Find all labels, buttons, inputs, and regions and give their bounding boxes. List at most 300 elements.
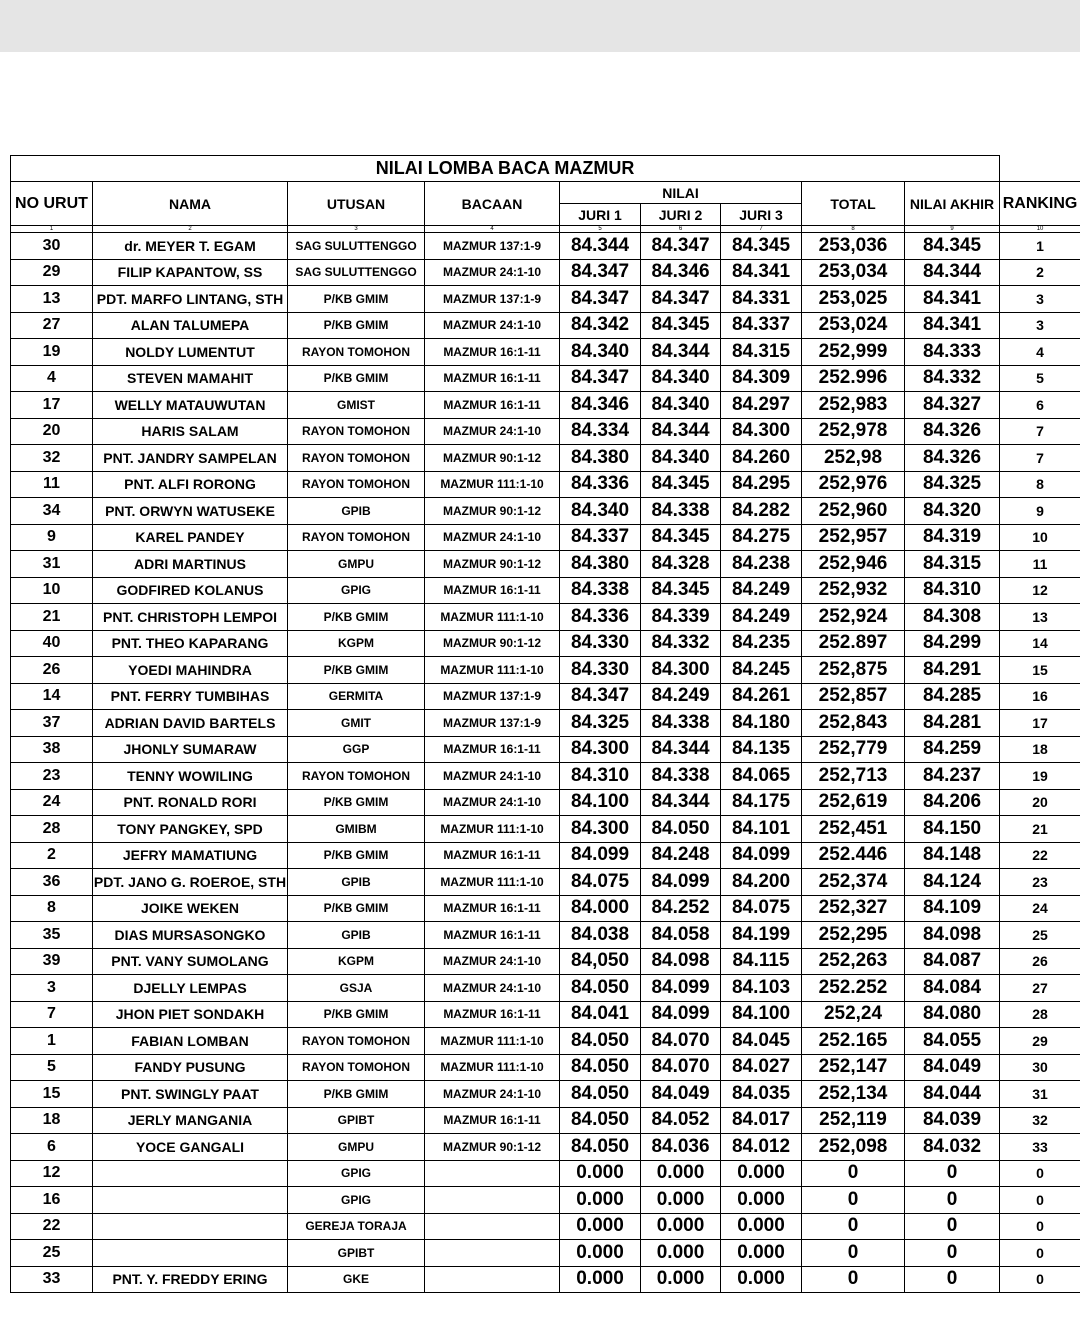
cell-juri-2: 84.328: [641, 551, 721, 578]
cell-nilai-akhir: 84.310: [905, 577, 1000, 604]
cell-juri-1: 84.300: [560, 816, 641, 843]
cell-bacaan: MAZMUR 137:1-9: [425, 286, 560, 313]
header-juri-2: JURI 2: [641, 204, 721, 226]
cell-no-urut: 32: [11, 445, 93, 472]
column-number: 7: [721, 226, 802, 233]
cell-no-urut: 16: [11, 1187, 93, 1214]
cell-nama: JHON PIET SONDAKH: [93, 1001, 288, 1028]
cell-nama: PNT. CHRISTOPH LEMPOI: [93, 604, 288, 631]
cell-no-urut: 13: [11, 286, 93, 313]
cell-bacaan: MAZMUR 111:1-10: [425, 1028, 560, 1055]
cell-juri-1: 84.050: [560, 1081, 641, 1108]
cell-utusan: RAYON TOMOHON: [288, 339, 425, 366]
table-row: [11, 869, 1080, 896]
cell-juri-1: 84,050: [560, 948, 641, 975]
cell-no-urut: 23: [11, 763, 93, 790]
cell-nama: PNT. ALFI RORONG: [93, 471, 288, 498]
cell-no-urut: 35: [11, 922, 93, 949]
cell-nilai-akhir: 84.326: [905, 418, 1000, 445]
cell-no-urut: 29: [11, 259, 93, 286]
cell-juri-1: 84.330: [560, 657, 641, 684]
header-no-urut: NO URUT: [11, 182, 93, 226]
header-nama: NAMA: [93, 182, 288, 226]
cell-total: 252,960: [802, 498, 905, 525]
cell-bacaan: MAZMUR 24:1-10: [425, 763, 560, 790]
cell-total: 252,24: [802, 1001, 905, 1028]
cell-ranking: 27: [1000, 975, 1080, 1002]
cell-juri-2: 84.340: [641, 445, 721, 472]
cell-total: 252,857: [802, 683, 905, 710]
cell-nilai-akhir: 84.124: [905, 869, 1000, 896]
cell-juri-1: 0.000: [560, 1213, 641, 1240]
cell-total: 252,134: [802, 1081, 905, 1108]
cell-juri-3: 84.180: [721, 710, 802, 737]
cell-juri-1: 84.347: [560, 683, 641, 710]
cell-total: 252,263: [802, 948, 905, 975]
column-number: 5: [560, 226, 641, 233]
cell-no-urut: 24: [11, 789, 93, 816]
cell-ranking: 3: [1000, 286, 1080, 313]
header-juri-1: JURI 1: [560, 204, 641, 226]
table-row: [11, 1213, 1080, 1240]
cell-nama: YOEDI MAHINDRA: [93, 657, 288, 684]
cell-bacaan: MAZMUR 24:1-10: [425, 789, 560, 816]
cell-juri-2: 84.098: [641, 948, 721, 975]
cell-juri-1: 84.325: [560, 710, 641, 737]
cell-no-urut: 40: [11, 630, 93, 657]
cell-utusan: KGPM: [288, 630, 425, 657]
cell-nilai-akhir: 84.087: [905, 948, 1000, 975]
cell-nilai-akhir: 84.299: [905, 630, 1000, 657]
cell-ranking: 7: [1000, 445, 1080, 472]
cell-total: 252,924: [802, 604, 905, 631]
cell-nama: ALAN TALUMEPA: [93, 312, 288, 339]
cell-juri-3: 84.199: [721, 922, 802, 949]
cell-juri-3: 84.175: [721, 789, 802, 816]
cell-utusan: GPIB: [288, 498, 425, 525]
cell-juri-2: 0.000: [641, 1213, 721, 1240]
table-row: [11, 1187, 1080, 1214]
cell-total: 253,024: [802, 312, 905, 339]
cell-bacaan: MAZMUR 111:1-10: [425, 869, 560, 896]
table-row: [11, 312, 1080, 339]
cell-no-urut: 10: [11, 577, 93, 604]
cell-bacaan: [425, 1266, 560, 1293]
cell-juri-2: 84.070: [641, 1028, 721, 1055]
cell-utusan: GKE: [288, 1266, 425, 1293]
cell-juri-3: 0.000: [721, 1160, 802, 1187]
cell-nama: JERLY MANGANIA: [93, 1107, 288, 1134]
cell-juri-2: 84.345: [641, 524, 721, 551]
cell-no-urut: 2: [11, 842, 93, 869]
cell-juri-1: 84.050: [560, 975, 641, 1002]
cell-nilai-akhir: 84.315: [905, 551, 1000, 578]
cell-nama: JHONLY SUMARAW: [93, 736, 288, 763]
cell-utusan: GPIG: [288, 1187, 425, 1214]
cell-total: 252,779: [802, 736, 905, 763]
cell-nama: dr. MEYER T. EGAM: [93, 233, 288, 260]
table-row: [11, 1081, 1080, 1108]
cell-juri-1: 84.347: [560, 286, 641, 313]
cell-nama: PNT. THEO KAPARANG: [93, 630, 288, 657]
cell-total: 0: [802, 1266, 905, 1293]
cell-utusan: RAYON TOMOHON: [288, 445, 425, 472]
table-row: [11, 1240, 1080, 1267]
column-number: 6: [641, 226, 721, 233]
cell-no-urut: 25: [11, 1240, 93, 1267]
table-row: [11, 233, 1080, 260]
cell-ranking: 7: [1000, 418, 1080, 445]
cell-juri-1: 84.050: [560, 1107, 641, 1134]
cell-juri-1: 84.380: [560, 551, 641, 578]
cell-ranking: 22: [1000, 842, 1080, 869]
cell-utusan: P/KB GMIM: [288, 604, 425, 631]
cell-juri-2: 84.099: [641, 975, 721, 1002]
cell-nama: PDT. MARFO LINTANG, STH: [93, 286, 288, 313]
cell-total: 252.446: [802, 842, 905, 869]
cell-nilai-akhir: 84.055: [905, 1028, 1000, 1055]
cell-nama: [93, 1213, 288, 1240]
cell-no-urut: 34: [11, 498, 93, 525]
cell-juri-2: 84.340: [641, 392, 721, 419]
cell-ranking: 25: [1000, 922, 1080, 949]
cell-utusan: P/KB GMIM: [288, 286, 425, 313]
cell-ranking: 17: [1000, 710, 1080, 737]
cell-juri-1: 84.038: [560, 922, 641, 949]
cell-utusan: P/KB GMIM: [288, 365, 425, 392]
table-row: [11, 365, 1080, 392]
cell-juri-3: 84.275: [721, 524, 802, 551]
cell-total: 252.996: [802, 365, 905, 392]
cell-ranking: 18: [1000, 736, 1080, 763]
cell-total: 252,957: [802, 524, 905, 551]
cell-nama: PNT. FERRY TUMBIHAS: [93, 683, 288, 710]
cell-ranking: 0: [1000, 1213, 1080, 1240]
table-row: [11, 604, 1080, 631]
cell-ranking: 16: [1000, 683, 1080, 710]
cell-juri-1: 84.000: [560, 895, 641, 922]
table-row: [11, 1028, 1080, 1055]
cell-no-urut: 7: [11, 1001, 93, 1028]
cell-no-urut: 19: [11, 339, 93, 366]
table-row: [11, 445, 1080, 472]
cell-juri-3: 84.260: [721, 445, 802, 472]
cell-nilai-akhir: 84.320: [905, 498, 1000, 525]
cell-nama: DIAS MURSASONGKO: [93, 922, 288, 949]
cell-total: 253,036: [802, 233, 905, 260]
cell-nilai-akhir: 84.341: [905, 286, 1000, 313]
cell-nilai-akhir: 84.319: [905, 524, 1000, 551]
cell-ranking: 21: [1000, 816, 1080, 843]
cell-juri-2: 84.332: [641, 630, 721, 657]
cell-bacaan: [425, 1213, 560, 1240]
cell-juri-3: 84.100: [721, 1001, 802, 1028]
cell-nama: TONY PANGKEY, SPD: [93, 816, 288, 843]
cell-no-urut: 1: [11, 1028, 93, 1055]
table-row: [11, 577, 1080, 604]
cell-no-urut: 14: [11, 683, 93, 710]
cell-nama: FABIAN LOMBAN: [93, 1028, 288, 1055]
cell-nilai-akhir: 84.148: [905, 842, 1000, 869]
cell-nilai-akhir: 84.308: [905, 604, 1000, 631]
cell-bacaan: MAZMUR 111:1-10: [425, 1054, 560, 1081]
cell-bacaan: MAZMUR 90:1-12: [425, 498, 560, 525]
cell-bacaan: [425, 1240, 560, 1267]
cell-total: 252,147: [802, 1054, 905, 1081]
cell-juri-1: 84.342: [560, 312, 641, 339]
cell-bacaan: MAZMUR 24:1-10: [425, 312, 560, 339]
cell-juri-3: 84.297: [721, 392, 802, 419]
cell-juri-2: 0.000: [641, 1187, 721, 1214]
cell-bacaan: MAZMUR 24:1-10: [425, 1081, 560, 1108]
cell-nilai-akhir: 84.291: [905, 657, 1000, 684]
cell-juri-2: 84.049: [641, 1081, 721, 1108]
header-nilai: NILAI: [560, 182, 802, 204]
cell-bacaan: MAZMUR 111:1-10: [425, 471, 560, 498]
cell-nama: PNT. JANDRY SAMPELAN: [93, 445, 288, 472]
cell-bacaan: MAZMUR 90:1-12: [425, 445, 560, 472]
cell-nilai-akhir: 0: [905, 1160, 1000, 1187]
cell-ranking: 3: [1000, 312, 1080, 339]
cell-juri-1: 84.100: [560, 789, 641, 816]
cell-utusan: GMPU: [288, 1134, 425, 1161]
cell-total: 0: [802, 1160, 905, 1187]
table-row: [11, 763, 1080, 790]
cell-no-urut: 17: [11, 392, 93, 419]
cell-bacaan: MAZMUR 16:1-11: [425, 842, 560, 869]
table-row: [11, 736, 1080, 763]
cell-utusan: GMIST: [288, 392, 425, 419]
cell-nilai-akhir: 84.084: [905, 975, 1000, 1002]
cell-ranking: 24: [1000, 895, 1080, 922]
cell-juri-2: 84.340: [641, 365, 721, 392]
table-row: [11, 392, 1080, 419]
cell-ranking: 11: [1000, 551, 1080, 578]
cell-nilai-akhir: 84.345: [905, 233, 1000, 260]
cell-ranking: 28: [1000, 1001, 1080, 1028]
cell-no-urut: 27: [11, 312, 93, 339]
cell-no-urut: 18: [11, 1107, 93, 1134]
table-row: [11, 683, 1080, 710]
cell-ranking: 2: [1000, 259, 1080, 286]
cell-juri-3: 0.000: [721, 1240, 802, 1267]
cell-utusan: GPIBT: [288, 1107, 425, 1134]
cell-juri-2: 84.300: [641, 657, 721, 684]
cell-nilai-akhir: 0: [905, 1240, 1000, 1267]
cell-juri-3: 84.261: [721, 683, 802, 710]
cell-utusan: P/KB GMIM: [288, 895, 425, 922]
cell-nama: DJELLY LEMPAS: [93, 975, 288, 1002]
cell-utusan: GSJA: [288, 975, 425, 1002]
column-number: 3: [288, 226, 425, 233]
header-total: TOTAL: [802, 182, 905, 226]
cell-utusan: GMIBM: [288, 816, 425, 843]
cell-nilai-akhir: 84.325: [905, 471, 1000, 498]
cell-no-urut: 28: [11, 816, 93, 843]
cell-juri-3: 84.045: [721, 1028, 802, 1055]
cell-juri-1: 84.336: [560, 471, 641, 498]
cell-juri-2: 0.000: [641, 1266, 721, 1293]
cell-total: 252,978: [802, 418, 905, 445]
cell-nama: WELLY MATAUWUTAN: [93, 392, 288, 419]
cell-nilai-akhir: 84.344: [905, 259, 1000, 286]
cell-utusan: GEREJA TORAJA: [288, 1213, 425, 1240]
cell-nilai-akhir: 84.044: [905, 1081, 1000, 1108]
cell-total: 252,374: [802, 869, 905, 896]
cell-juri-3: 84.115: [721, 948, 802, 975]
cell-total: 0: [802, 1240, 905, 1267]
cell-bacaan: MAZMUR 111:1-10: [425, 604, 560, 631]
cell-nama: FILIP KAPANTOW, SS: [93, 259, 288, 286]
cell-ranking: 0: [1000, 1160, 1080, 1187]
cell-juri-2: 84.099: [641, 869, 721, 896]
cell-juri-3: 84.135: [721, 736, 802, 763]
cell-utusan: P/KB GMIM: [288, 1001, 425, 1028]
table-row: [11, 498, 1080, 525]
cell-juri-2: 84.338: [641, 763, 721, 790]
cell-juri-2: 84.345: [641, 312, 721, 339]
cell-total: 252,327: [802, 895, 905, 922]
table-row: [11, 1054, 1080, 1081]
cell-bacaan: MAZMUR 16:1-11: [425, 895, 560, 922]
cell-utusan: RAYON TOMOHON: [288, 1054, 425, 1081]
cell-no-urut: 15: [11, 1081, 93, 1108]
cell-juri-3: 84.245: [721, 657, 802, 684]
cell-juri-2: 84.344: [641, 736, 721, 763]
table-row: [11, 842, 1080, 869]
cell-total: 252,946: [802, 551, 905, 578]
cell-juri-1: 84.075: [560, 869, 641, 896]
cell-total: 252,098: [802, 1134, 905, 1161]
cell-bacaan: MAZMUR 16:1-11: [425, 1001, 560, 1028]
cell-utusan: GMPU: [288, 551, 425, 578]
cell-juri-2: 84.339: [641, 604, 721, 631]
cell-nilai-akhir: 84.327: [905, 392, 1000, 419]
cell-utusan: P/KB GMIM: [288, 657, 425, 684]
cell-juri-1: 84.050: [560, 1054, 641, 1081]
column-number: 2: [93, 226, 288, 233]
cell-juri-3: 84.249: [721, 604, 802, 631]
cell-nama: PNT. RONALD RORI: [93, 789, 288, 816]
cell-no-urut: 3: [11, 975, 93, 1002]
cell-ranking: 13: [1000, 604, 1080, 631]
cell-nama: YOCE GANGALI: [93, 1134, 288, 1161]
cell-bacaan: [425, 1187, 560, 1214]
cell-ranking: 1: [1000, 233, 1080, 260]
column-number-row: [11, 226, 1080, 233]
cell-bacaan: MAZMUR 90:1-12: [425, 1134, 560, 1161]
cell-juri-3: 0.000: [721, 1213, 802, 1240]
cell-juri-2: 84.050: [641, 816, 721, 843]
cell-juri-1: 84.380: [560, 445, 641, 472]
cell-juri-3: 84.238: [721, 551, 802, 578]
cell-no-urut: 33: [11, 1266, 93, 1293]
cell-juri-1: 84.338: [560, 577, 641, 604]
cell-utusan: SAG SULUTTENGGO: [288, 233, 425, 260]
table-row: [11, 789, 1080, 816]
cell-utusan: GPIB: [288, 922, 425, 949]
cell-utusan: KGPM: [288, 948, 425, 975]
cell-juri-3: 84.295: [721, 471, 802, 498]
cell-no-urut: 20: [11, 418, 93, 445]
cell-no-urut: 39: [11, 948, 93, 975]
table-row: [11, 1266, 1080, 1293]
header-ranking: RANKING: [1000, 182, 1080, 226]
cell-bacaan: MAZMUR 90:1-12: [425, 551, 560, 578]
cell-utusan: RAYON TOMOHON: [288, 418, 425, 445]
cell-nilai-akhir: 84.032: [905, 1134, 1000, 1161]
cell-nilai-akhir: 84.039: [905, 1107, 1000, 1134]
table-row: [11, 524, 1080, 551]
score-sheet: [10, 155, 1080, 1293]
cell-juri-3: 84.309: [721, 365, 802, 392]
cell-no-urut: 22: [11, 1213, 93, 1240]
cell-juri-3: 84.345: [721, 233, 802, 260]
cell-total: 252,98: [802, 445, 905, 472]
cell-nama: PNT. VANY SUMOLANG: [93, 948, 288, 975]
table-row: [11, 816, 1080, 843]
cell-juri-1: 0.000: [560, 1187, 641, 1214]
cell-nama: JOIKE WEKEN: [93, 895, 288, 922]
cell-juri-3: 84.101: [721, 816, 802, 843]
cell-juri-3: 84.027: [721, 1054, 802, 1081]
cell-juri-3: 84.235: [721, 630, 802, 657]
cell-bacaan: MAZMUR 137:1-9: [425, 710, 560, 737]
cell-nama: KAREL PANDEY: [93, 524, 288, 551]
cell-no-urut: 9: [11, 524, 93, 551]
cell-bacaan: MAZMUR 111:1-10: [425, 816, 560, 843]
cell-juri-2: 84.052: [641, 1107, 721, 1134]
cell-nama: GODFIRED KOLANUS: [93, 577, 288, 604]
cell-ranking: 33: [1000, 1134, 1080, 1161]
cell-no-urut: 8: [11, 895, 93, 922]
cell-no-urut: 5: [11, 1054, 93, 1081]
cell-total: 252,932: [802, 577, 905, 604]
cell-bacaan: MAZMUR 24:1-10: [425, 259, 560, 286]
cell-utusan: GGP: [288, 736, 425, 763]
cell-juri-3: 84.282: [721, 498, 802, 525]
cell-ranking: 9: [1000, 498, 1080, 525]
cell-juri-1: 84.337: [560, 524, 641, 551]
cell-nama: FANDY PUSUNG: [93, 1054, 288, 1081]
cell-no-urut: 4: [11, 365, 93, 392]
cell-juri-3: 84.315: [721, 339, 802, 366]
cell-ranking: 0: [1000, 1240, 1080, 1267]
cell-ranking: 19: [1000, 763, 1080, 790]
cell-utusan: RAYON TOMOHON: [288, 1028, 425, 1055]
cell-nilai-akhir: 84.098: [905, 922, 1000, 949]
cell-juri-3: 84.200: [721, 869, 802, 896]
cell-utusan: RAYON TOMOHON: [288, 524, 425, 551]
table-row: [11, 895, 1080, 922]
column-number: 10: [1000, 226, 1080, 233]
cell-no-urut: 30: [11, 233, 93, 260]
cell-nama: PNT. Y. FREDDY ERING: [93, 1266, 288, 1293]
cell-nama: [93, 1240, 288, 1267]
cell-juri-3: 0.000: [721, 1266, 802, 1293]
cell-nilai-akhir: 0: [905, 1266, 1000, 1293]
cell-ranking: 6: [1000, 392, 1080, 419]
cell-bacaan: MAZMUR 16:1-11: [425, 365, 560, 392]
cell-total: 252.252: [802, 975, 905, 1002]
column-number: 1: [11, 226, 93, 233]
cell-bacaan: MAZMUR 137:1-9: [425, 233, 560, 260]
cell-no-urut: 12: [11, 1160, 93, 1187]
cell-juri-3: 84.331: [721, 286, 802, 313]
cell-juri-1: 0.000: [560, 1160, 641, 1187]
table-row: [11, 259, 1080, 286]
cell-ranking: 0: [1000, 1187, 1080, 1214]
